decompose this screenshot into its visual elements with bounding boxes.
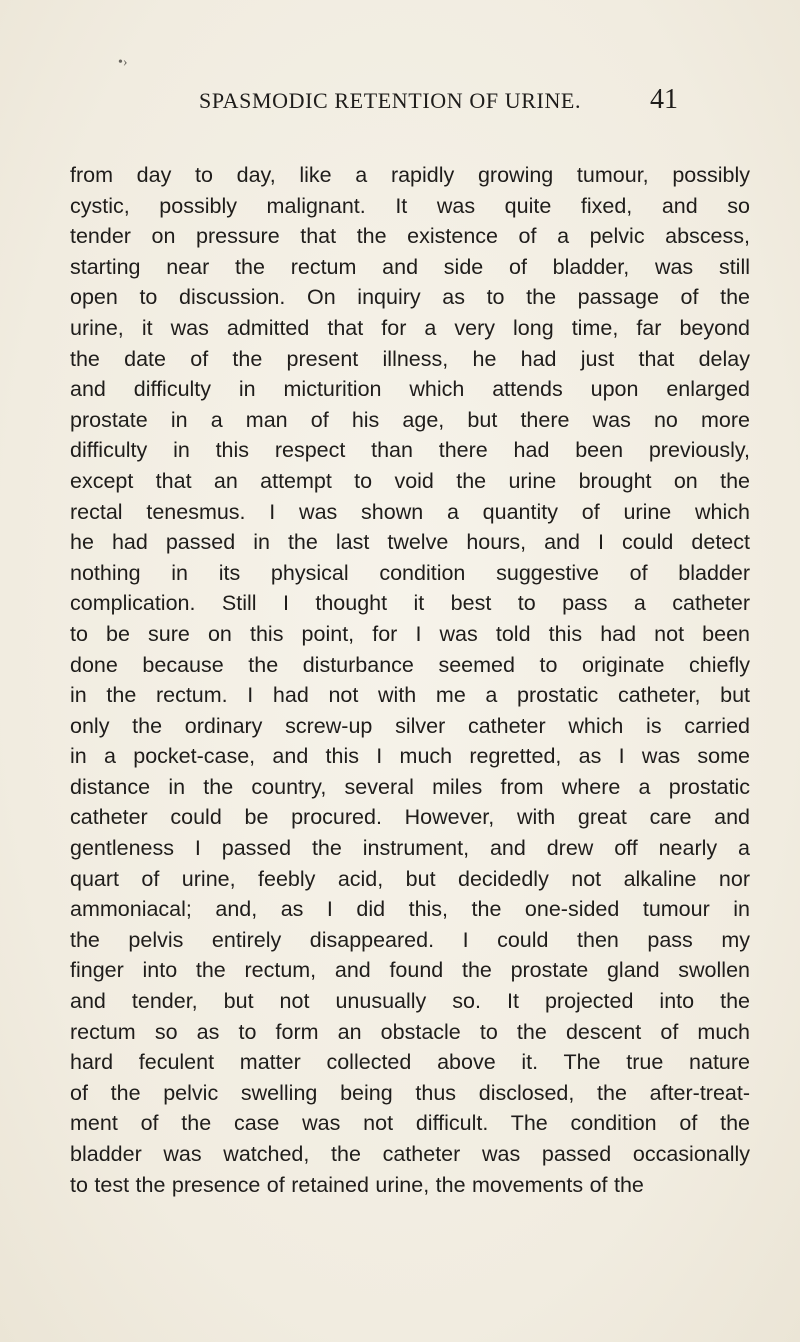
text-line: the date of the present illness, he had just that delay	[70, 346, 750, 371]
text-line: open to discussion. On inquiry as to the passage of the	[70, 285, 750, 310]
text-line: starting near the rectum and side of bladder, was still	[70, 254, 750, 279]
text-line: ammoniacal; and, as I did this, the one-sided tumour in	[70, 897, 750, 922]
text-line: ment of the case was not difficult. The condition of the	[70, 1111, 750, 1136]
text-line: difficulty in this respect than there had been previously,	[70, 438, 750, 463]
text-line: catheter could be procured. However, with great care and	[70, 805, 750, 830]
page-number: 41	[650, 84, 678, 115]
text-line: from day to day, like a rapidly growing tumour, possibly	[70, 163, 750, 187]
text-line: complication. Still I thought it best to pass a catheter	[70, 591, 750, 616]
text-line: done because the disturbance seemed to originate chiefly	[70, 652, 750, 677]
body-text	[70, 160, 750, 1200]
text-line: tender on pressure that the existence of a pelvic abscess,	[70, 224, 750, 249]
text-line: prostate in a man of his age, but there was no more	[70, 407, 750, 432]
text-line: to be sure on this point, for I was told this had not been	[70, 621, 750, 646]
text-line: finger into the rectum, and found the prostate gland swollen	[70, 958, 750, 983]
text-line: to test the presence of retained urine, the movements of the	[70, 1172, 644, 1197]
text-line: gentleness I passed the instrument, and drew off nearly a	[70, 836, 750, 861]
text-line: of the pelvic swelling being thus disclosed, the after-treat-	[70, 1080, 750, 1105]
text-line: the pelvis entirely disappeared. I could then pass my	[70, 927, 750, 952]
text-line: cystic, possibly malignant. It was quite fixed, and so	[70, 193, 750, 218]
text-line: urine, it was admitted that for a very long time, far beyond	[70, 315, 750, 340]
text-line: in the rectum. I had not with me a prostatic catheter, but	[70, 683, 750, 708]
text-line: distance in the country, several miles from where a prostatic	[70, 774, 750, 799]
text-line: rectum so as to form an obstacle to the descent of much	[70, 1019, 750, 1044]
text-line: except that an attempt to void the urine brought on the	[70, 468, 750, 493]
text-line: he had passed in the last twelve hours, and I could detect	[70, 530, 750, 555]
text-line: and tender, but not unusually so. It projected into the	[70, 989, 750, 1014]
text-line: in a pocket-case, and this I much regretted, as I was some	[70, 744, 750, 769]
running-title: SPASMODIC RETENTION OF URINE.	[199, 88, 582, 113]
text-line: hard feculent matter collected above it. The true nature	[70, 1050, 750, 1075]
text-line: nothing in its physical condition suggestive of bladder	[70, 560, 750, 585]
ink-smudge-mark: •›	[118, 55, 128, 70]
text-line: bladder was watched, the catheter was passed occasionally	[70, 1142, 750, 1166]
text-line: only the ordinary screw-up silver catheter which is carried	[70, 713, 750, 738]
text-line: and difficulty in micturition which attends upon enlarged	[70, 377, 750, 402]
text-line: quart of urine, feebly acid, but decidedly not alkaline nor	[70, 866, 750, 891]
page-header	[0, 84, 800, 128]
text-line: rectal tenesmus. I was shown a quantity of urine which	[70, 499, 750, 524]
